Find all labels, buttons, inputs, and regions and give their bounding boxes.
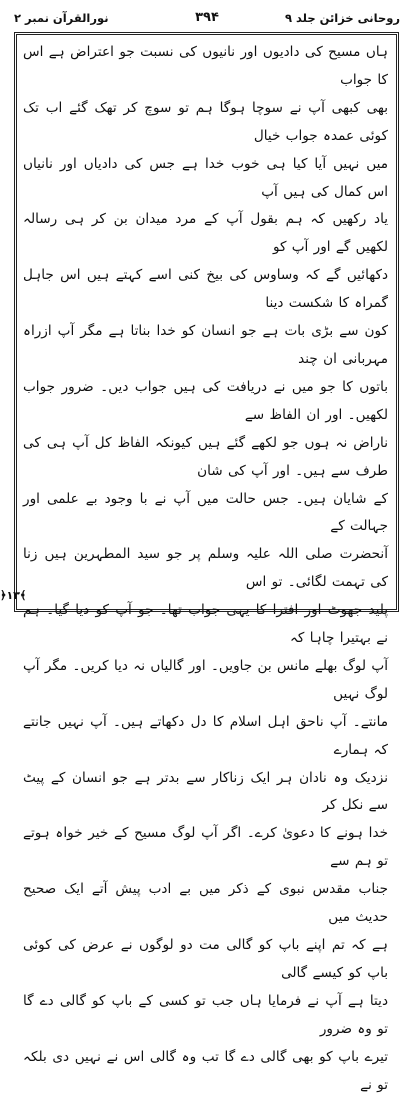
text-line: دیتا ہے آپ نے فرمایا ہاں جب تو کسی کے باپ کو گالی دے گا تو وہ ضرور <box>23 992 388 1037</box>
text-line: دکھائیں گے کہ وساوس کی بیخ کنی اسے کہتے ہیں اس جاہل گمراہ کا شکست دینا <box>23 267 388 312</box>
text-line: آنحضرت صلی اللہ علیہ وسلم پر جو سید المطہرین ہیں زنا کی تہمت لگائی۔ تو اس <box>23 546 388 591</box>
text-line: کے شایان ہیں۔ جس حالت میں آپ نے با وجود بے علمی اور جہالت کے <box>23 490 388 535</box>
page-header <box>14 6 400 30</box>
text-line: ہے کہ تم اپنے باپ کو گالی مت دو لوگوں نے عرض کی کوئی باپ کو کیسے گالی <box>23 937 388 981</box>
text-line: جناب مقدس نبوی کے ذکر میں بے ادب پیش آتے ایک صحیح حدیث میں <box>23 881 388 926</box>
margin-number: ﴿۱۳﴾ <box>0 589 27 602</box>
text-line: یاد رکھیں کہ ہم بقول آپ کے مرد میدان بن کر ہی رسالہ لکھیں گے اور آپ کو <box>23 211 388 256</box>
page-number: ۳۹۴ <box>195 10 219 25</box>
book-title: روحانی خزائن جلد ۹ <box>284 11 400 25</box>
text-line: باتوں کا جو میں نے دریافت کی ہیں جواب دیں۔ ضرور جواب لکھیں۔ اور ان الفاظ سے <box>23 378 388 423</box>
text-frame <box>14 32 399 1093</box>
text-line: خدا ہونے کا دعویٰ کرے۔ اگر آپ لوگ مسیح کے خیر خواہ ہوتے تو ہم سے <box>23 825 388 870</box>
text-line: آپ لوگ بھلے مانس بن جاویں۔ اور گالیاں نہ دیا کریں۔ مگر آپ لوگ نہیں <box>23 657 388 702</box>
text-line: مانتے۔ آپ ناحق اہل اسلام کا دل دکھاتے ہیں۔ آپ نہیں جانتے کہ ہمارے <box>23 713 388 758</box>
text-line: پلید جھوٹ اور افترا کا یہی جواب تھا۔ جو آپ کو دیا گیا۔ ہم نے بہتیرا چاہا کہ <box>23 602 388 647</box>
text-line: میں نہیں آیا کیا ہی خوب خدا ہے جس کی دادیاں اور نانیاں اس کمال کی ہیں آپ <box>23 155 388 200</box>
text-line: ناراض نہ ہوں جو لکھے گئے ہیں کیونکہ الفاظ کل آپ ہی کی طرف سے ہیں۔ اور آپ کی شان <box>23 434 388 479</box>
text-line: بھی کبھی آپ نے سوچا ہوگا ہم تو سوچ کر تھک گئے اب تک کوئی عمدہ جواب خیال <box>23 99 388 144</box>
text-line: تیرے باپ کو بھی گالی دے گا تب وہ گالی اس نے نہیں دی بلکہ تو نے <box>23 1048 388 1093</box>
body-text <box>23 39 388 1099</box>
text-line: ہاں مسیح کی دادیوں اور نانیوں کی نسبت جو اعتراض ہے اس کا جواب <box>23 44 388 88</box>
running-title: نورالقرآن نمبر ۲ <box>14 11 109 25</box>
text-line: کون سے بڑی بات ہے جو انسان کو خدا بناتا ہے مگر آپ ازراہ مہربانی ان چند <box>23 323 388 367</box>
text-line: نزدیک وہ نادان ہر ایک زناکار سے بدتر ہے جو انسان کے پیٹ سے نکل کر <box>23 769 388 814</box>
